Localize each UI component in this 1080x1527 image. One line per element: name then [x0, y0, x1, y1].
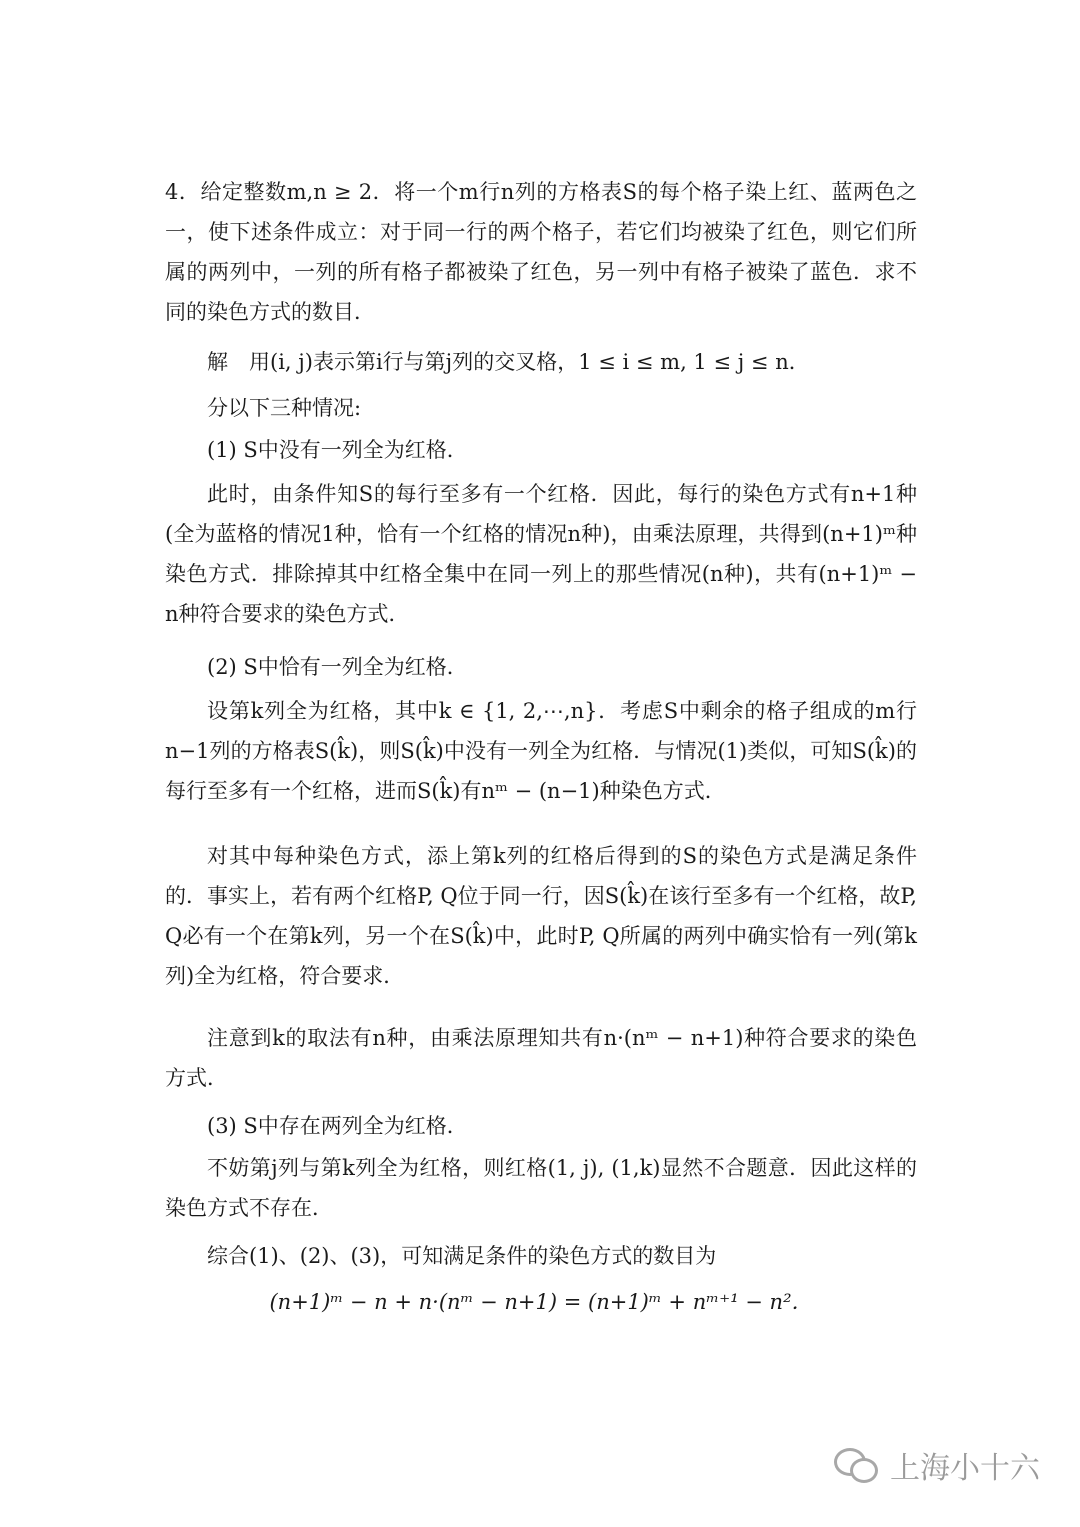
- cases-intro: 分以下三种情况:: [207, 396, 362, 420]
- case2-body-2: 对其中每种染色方式，添上第k列的红格后得到的S的染色方式是满足条件的．事实上，若有两个红格P, Q位于同一行，因S(k̂)在该行至多有一个红格，故P, Q必有一个在第k列，另一个在S(k̂)中，此时P, Q所属的两列中确实恰有一列(第k列)全为红格，符合要求．: [165, 844, 917, 988]
- wechat-icon: [834, 1446, 880, 1484]
- case1-body: 此时，由条件知S的每行至多有一个红格．因此，每行的染色方式有n+1种(全为蓝格的情况1种，恰有一个红格的情况n种)，由乘法原理，共得到(n+1)ᵐ种染色方式．排除掉其中红格全集中在同一列上的那些情况(n种)，共有(n+1)ᵐ − n种符合要求的染色方式．: [165, 482, 917, 626]
- watermark: [834, 1443, 1040, 1487]
- case3-title: (3) S中存在两列全为红格．: [207, 1114, 468, 1138]
- case2-title: (2) S中恰有一列全为红格．: [207, 655, 468, 679]
- case2-body-3: 注意到k的取法有n种，由乘法原理知共有n·(nᵐ − n+1)种符合要求的染色方式．: [165, 1026, 917, 1090]
- case1-title: (1) S中没有一列全为红格．: [207, 438, 468, 462]
- final-formula: (n+1)ᵐ − n + n·(nᵐ − n+1) = (n+1)ᵐ + nᵐ⁺¹ − n²．: [269, 1290, 813, 1314]
- solution-intro: 解 用(i, j)表示第i行与第j列的交叉格，1 ≤ i ≤ m, 1 ≤ j ≤ n．: [207, 350, 810, 374]
- problem-statement: 4．给定整数m,n ≥ 2．将一个m行n列的方格表S的每个格子染上红、蓝两色之一，使下述条件成立：对于同一行的两个格子，若它们均被染了红色，则它们所属的两列中，一列的所有格子都被染了红色，另一列中有格子被染了蓝色．求不同的染色方式的数目．: [165, 180, 917, 324]
- watermark-text: 上海小十六: [890, 1451, 1040, 1486]
- conclusion: 综合(1)、(2)、(3)，可知满足条件的染色方式的数目为: [207, 1244, 717, 1268]
- case2-body-1: 设第k列全为红格，其中k ∈ {1, 2,⋯,n}．考虑S中剩余的格子组成的m行n−1列的方格表S(k̂)，则S(k̂)中没有一列全为红格．与情况(1)类似，可知S(k̂)的每行至多有一个红格，进而S(k̂)有nᵐ − (n−1)种染色方式．: [165, 699, 917, 803]
- case3-body: 不妨第j列与第k列全为红格，则红格(1, j), (1,k)显然不合题意．因此这样的染色方式不存在．: [165, 1156, 917, 1220]
